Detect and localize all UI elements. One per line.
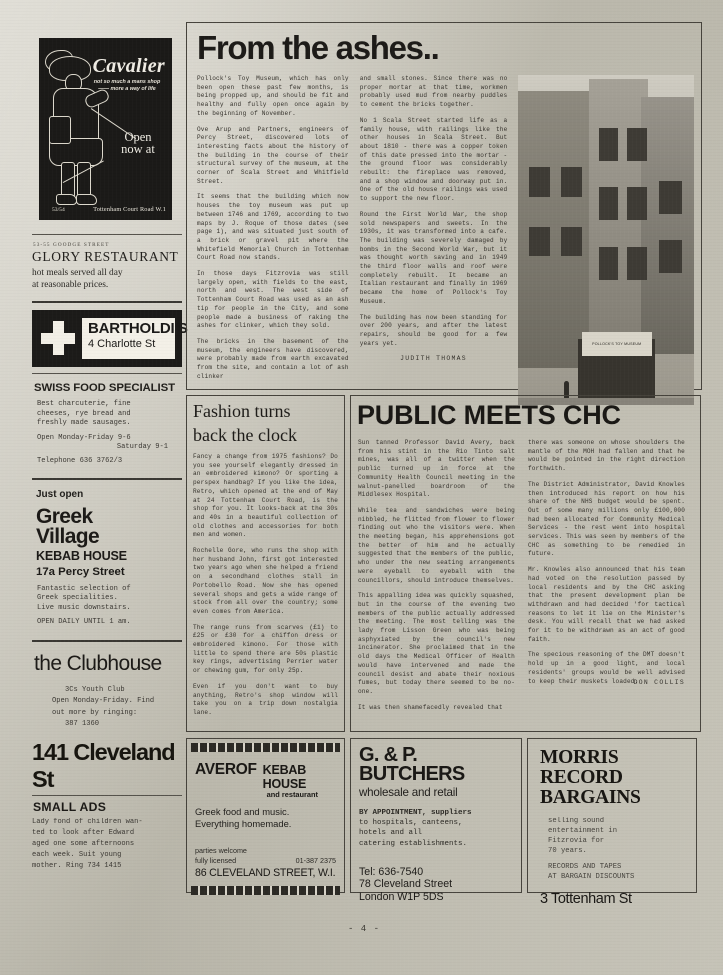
morris-desc3: Fitzrovia for [548,837,605,845]
divider [32,301,182,303]
bartholdis-desc2: cheeses, rye bread and [37,409,131,418]
cavalier-open-text: Open now at [121,130,155,156]
bartholdis-desc1: Best charcuterie, fine [37,400,131,408]
glory-line1: hot meals served all day [32,268,123,278]
chc-c1-p4: It was then shamefacedly revealed that [358,703,503,711]
greek-village-desc1: Fantastic selection of [37,584,131,593]
glory-eyebrow: 53-55 GOODGE STREET [33,242,110,248]
ashes-c2-p4: The building has now been standing for over 200 years, and after the latest repairs, should be good for a few years yet. [359,313,508,347]
fashion-p4: Even if you don't want to buy anything, Retro's shop window will take you on a trip down nostalgia lane. [193,682,338,716]
cavalier-name: Cavalier [92,55,165,77]
greek-village-desc3: Live music downstairs. [37,603,131,612]
pollocks-toy-museum-photo [518,75,694,405]
butchers-desc2: to hospitals, canteens, [359,819,463,828]
clubhouse-phone: 387 1360 [65,720,100,729]
averof-line2: Everything homemade. [195,818,292,829]
averof-note2: fully licensed [195,855,237,865]
ad-morris-records [527,738,697,907]
greek-key-border [191,743,340,752]
ashes-byline: JUDITH THOMAS [400,355,467,363]
article-fashion [186,395,345,732]
fashion-p2: Rochelle Gore, who runs the shop with her husband John, first got interested two years ago when she helped a friend on a secondhand clothes stall in Portobello Road. Now she has opened several shops and gets a wide range of stock from all over the country; some even comes from America. [193,547,338,615]
chc-c2-p2: The District Administrator, David Knowles then introduced his report on how his share of the NHS budget would be spent. Out of some many millions only £100,000 had been allocated for Community Medical Services - the rest went into hospital services. This was seen by members of the CHC as something to be remedied in future. [528,480,685,558]
article-public-meets-chc [350,395,701,732]
clubhouse-line1: 3Cs Youth Club [65,685,125,694]
butchers-desc1: BY APPOINTMENT, suppliers [359,809,472,817]
averof-name: AVEROF [195,761,257,778]
ad-bartholdis [32,310,188,367]
greek-village-name2: Village [36,524,100,548]
ashes-c2-p3: Round the First World War, the shop sold newspapers and sweets. In the 1930s, it was transformed into a cafe. The building was severely damaged by bombs in the Second World War, but it was thought worth saving and in 1949 the third floor walls and roof were completely rebuilt. It became an Italian restaurant and finally in 1969 became the home of Pollock's Toy Museum. [359,210,508,305]
main-content-area [186,22,702,907]
ashes-c1-p4: In those days Fitzrovia was still largely open, with fields to the east, north and west. The west side of Tottenham Court Road was used as an ash tip for people in the City, and some people made a business of raking the ashes for clinker, which they sold. [197,270,349,330]
ad-cavalier [39,38,172,220]
averof-sub: and restaurant [266,790,318,799]
cavalier-address: Tottenham Court Road W.1 [93,206,166,213]
ashes-c1-p1: Pollock's Toy Museum, which has only been open these past few months, is being propped up, and should be fit and healthy and fully open once again by the beginning of November. [197,75,349,117]
averof-phone: 01-387 2375 [295,855,336,865]
ashes-c2-p2: No 1 Scala Street started life as a family house, with railings like the other houses in Scala Street. But about 1810 - there was a copper token of this date pressed into the mortar - the ground floor was considerably rebuilt: the fireplace was removed, and a shop window and doorway put in. One of the old house railings was used to support the new floor. [359,116,508,203]
small-ad-line3: aged one some afternoons [32,839,135,848]
clubhouse-line3: out more by ringing: [52,708,138,717]
ashes-c2-p1: and small stones. Since there was no proper mortar at that time, workmen probably used mud from nearby puddles to cement the bricks together. [359,75,508,109]
morris-name2: RECORD [540,767,623,788]
morris-desc4: 70 years. [548,847,587,855]
butchers-name2: BUTCHERS [359,763,465,785]
fashion-headline-line1: Fashion turns [193,401,291,421]
bartholdis-address: 4 Charlotte St [88,338,156,350]
averof-address: 86 CLEVELAND STREET, W.I. [195,867,336,879]
chc-c1-p3: This appalling idea was quickly squashed, but in the course of the evening two members of the public actually addressed the meeting. The most telling was the lady from Lisson Green who was being asphyxiated by the council's new incinerator. She proclaimed that in the old days the Medical Officer of Health would have intervened and made the council desist and abate their noxious fumes, but today there seemed to be no-one. [358,592,515,695]
morris-name3: BARGAINS [540,787,641,808]
small-ads-heading: SMALL ADS [33,799,107,814]
morris-address: 3 Tottenham St [540,891,632,907]
fashion-p1: Fancy a change from 1975 fashions? Do you see yourself elegantly dressed in an embroidered kimono? Or sporting a perspex handbag? If you like the idea, Retro, which opened at the end of May at 24 Tottenham Court Road, is the shop for you. It looks-back at the 30s and 40s in a beautiful collection of old clothes and accessories for both men and women. [193,453,338,539]
bartholdis-hours2: Saturday 9-1 [116,443,168,452]
averof-type: KEBAB HOUSE [262,763,307,791]
morris-desc6: AT BARGAIN DISCOUNTS [548,873,635,881]
ashes-c1-p3: It seems that the building which now houses the toy museum was put up between 1746 and 1769, according to two maps by J. Roque of those dates (see page 1), and was situated just south of a brick or gravel pit where the Whitefield Memorial Church in Tottenham Court Road now stands. [197,193,349,262]
averof-line1: Greek food and music. [195,806,290,817]
small-ad-line2: ted to look after Edward [32,828,135,837]
chc-byline: DON COLLIS [633,679,685,687]
butchers-sub: wholesale and retail [359,786,458,799]
divider [32,640,182,642]
butchers-desc3: hotels and all [359,829,423,838]
chc-column-2 [528,439,685,719]
butchers-addr1: 78 Cleveland Street [359,878,453,891]
cleveland-st-heading: 141 Cleveland St [32,738,175,792]
chc-c2-p1: there was someone on whose shoulders the mantle of the MOH had fallen and that he would be pointed in the right direction forthwith. [528,439,685,473]
greek-village-eyebrow: Just open [36,488,84,500]
greek-village-address: 17a Percy Street [36,565,125,578]
chc-c1-p1: Sun tanned Professor David Avery, back from his stint in the Rio Tinto salt mines, was all of a twitter when the public turned up in force at the Community Health Council meeting in the walnut-panelled boardroom of the Middlesex Hospital. [358,439,515,499]
glory-name: GLORY RESTAURANT [32,249,179,264]
clubhouse-name: the Clubhouse [34,651,162,675]
chc-c1-p2: While tea and sandwiches were being nibbled, he flitted from flower to flower finding out who the visitors were. When the meeting began, his apprehensions got the better of him and he actually suggested that the members of the public, who under the new seating arrangements were eyeball to eyeball with the councillors, should introduce themselves. [358,506,515,584]
morris-desc2: entertainment in [548,827,618,835]
chc-column-1 [358,439,515,719]
ashes-c1-p5: The bricks in the basement of the museum, the engineers have discovered, were probably made from earth excavated from the site, and contain a lot of ash clinker [197,337,349,380]
ashes-column-1 [197,75,349,405]
clubhouse-line2: Open Monday-Friday. Find [52,697,155,706]
divider [32,373,182,374]
cavalier-street-number: 53/54 [52,207,65,213]
averof-note1: parties welcome [195,846,247,855]
greek-key-border [191,886,340,895]
swiss-cross-icon [41,321,75,355]
butchers-tel: Tel: 636-7540 [359,865,424,878]
glory-line2: at reasonable prices. [32,279,109,290]
bartholdis-speciality: SWISS FOOD SPECIALIST [34,382,175,394]
butchers-desc4: catering establishments. [359,839,468,848]
bartholdis-desc3: freshly made sausages. [37,419,131,428]
bartholdis-telephone: Telephone 636 3762/3 [37,456,123,465]
divider [32,234,182,235]
bartholdis-hours1: Open Monday-Friday 9-6 [37,433,131,442]
morris-name1: MORRIS [540,747,619,768]
greek-village-desc2: Greek specialities. [37,594,118,603]
cavalier-tagline: not so much a mans shop —— more a way of life [93,79,161,92]
fashion-headline-line2: back the clock [193,425,297,445]
chc-c2-p4: The specious reasoning of the DMT doesn't hold up in a good light, and local residents' groups would be well advised to keep their muskets loaded. [528,651,685,685]
ad-averof [186,738,345,893]
page-number: - 4 - [347,924,380,934]
museum-shop-sign: POLLOCK'S TOY MUSEUM [592,341,642,346]
chc-c2-p3: Mr. Knowles also announced that his team had voted on the resolution passed by local residents and by the CHC asking that the present development plan be withdrawn and had decided 'for tactical reasons to let it lie on the Minister's desk. You will recall that we had asked for it to be withdrawn as an act of good faith. [528,566,685,643]
ashes-headline: From the ashes.. [197,29,439,66]
greek-village-type: KEBAB HOUSE [36,548,127,563]
butchers-addr2: London W1P 5DS [359,890,444,903]
left-advert-rail [26,22,188,942]
divider [32,478,182,480]
ashes-column-2 [360,75,508,405]
morris-desc1: selling sound [548,817,605,825]
greek-village-name1: Greek [36,504,93,528]
small-ad-line4: each week. Suit young [32,850,122,859]
fashion-p3: The range runs from scarves (£1) to £25 or £30 for a chiffon dress or embroidered kimono. For those with little to spend there are 50s plastic key rings, advertising Perrier water or chewing gum, for only 25p. [193,623,338,675]
chc-headline: PUBLIC MEETS CHC [357,400,621,430]
ad-gp-butchers [350,738,522,903]
butchers-name1: G. & P. [359,744,418,766]
article-from-the-ashes [186,22,702,390]
small-ad-line1: Lady fond of children wan- [32,817,143,826]
small-ad-line5: mother. Ring 734 1415 [32,861,122,870]
ashes-c1-p2: Ove Arup and Partners, engineers of Percy Street, discovered lots of interesting facts about the history of the building in the course of their structural survey of the museum, at the corner of Scala Street and Whitfield Street. [197,125,349,185]
fashion-body [187,453,344,718]
greek-village-hours: OPEN DAILY UNTIL 1 am. [37,618,131,627]
bartholdis-name: BARTHOLDI'S [88,320,188,337]
divider [32,795,182,796]
morris-desc5: RECORDS AND TAPES [548,863,622,871]
